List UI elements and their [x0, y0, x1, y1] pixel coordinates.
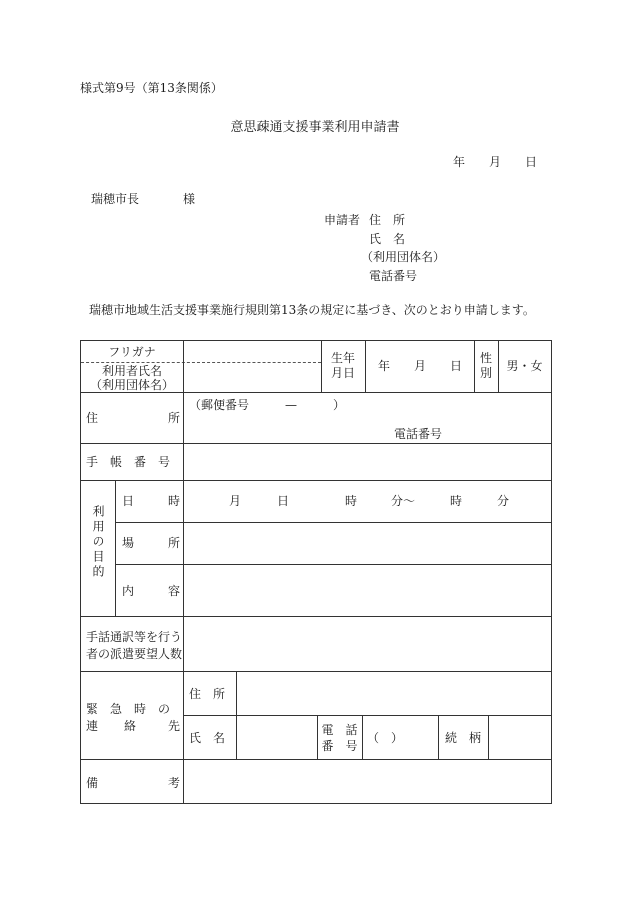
- date-year-label: 年: [453, 155, 466, 169]
- user-name-label: [81, 365, 183, 393]
- applicant-address-label: 住 所: [369, 213, 406, 227]
- remarks-label-b: 考: [168, 776, 181, 790]
- dispatch-count-line1: 手話通訳等を行う: [86, 630, 183, 644]
- application-form-table: [80, 340, 552, 804]
- datetime-label-b: 時: [168, 494, 181, 508]
- emergency-phone-line1: 電 話: [321, 723, 358, 737]
- emergency-label-line1: 緊 急 時 の: [86, 702, 171, 716]
- user-name-input[interactable]: [183, 364, 321, 391]
- content-input[interactable]: [184, 565, 551, 615]
- col-line: [115, 480, 116, 616]
- birth-day-label: 日: [450, 359, 463, 373]
- birth-month-label: 月: [414, 359, 427, 373]
- dispatch-count-line2: 者の派遣要望人数: [86, 647, 183, 661]
- applicant-label: 申請者: [324, 213, 361, 227]
- emergency-address-input[interactable]: [237, 672, 551, 714]
- lead-text: 瑞穂市地域生活支援事業施行規則第13条の規定に基づき、次のとおり申請します。: [89, 303, 535, 317]
- row-line: [81, 480, 551, 481]
- place-input[interactable]: [184, 523, 551, 563]
- sex-options[interactable]: 男・女: [506, 359, 543, 373]
- applicant-name-label: 氏 名: [369, 231, 406, 246]
- document-title: 意思疎通支援事業利用申請書: [230, 120, 400, 135]
- emergency-l2-b: 絡: [124, 719, 137, 733]
- applicant-block: [324, 211, 445, 285]
- emergency-phone-input[interactable]: （ ）: [367, 731, 404, 745]
- form-number: 様式第9号（第13条関係）: [80, 81, 223, 95]
- applicant-phone-label: 電話番号: [369, 268, 418, 283]
- addressee-suffix: 様: [183, 192, 196, 206]
- emergency-l2-a: 連: [86, 719, 99, 733]
- birth-year-label: 年: [378, 359, 391, 373]
- remarks-label-a: 備: [86, 776, 99, 790]
- emergency-phone-line2: 番 号: [321, 739, 358, 753]
- col-line: [365, 341, 366, 392]
- postal-code-field[interactable]: （郵便番号 — ）: [189, 398, 346, 412]
- applicant-org-label: （利用団体名）: [361, 250, 446, 264]
- handbook-number-label: 手 帳 番 号: [86, 455, 171, 469]
- dispatch-count-input[interactable]: [184, 617, 551, 670]
- emergency-l2-c: 先: [168, 719, 181, 733]
- address-label-b: 所: [168, 411, 181, 425]
- col-line: [362, 715, 363, 759]
- content-label-b: 容: [168, 584, 181, 598]
- application-date: [453, 156, 537, 168]
- phone-number-label: 電話番号: [394, 427, 443, 441]
- dt-minute2-label: 分: [497, 494, 510, 508]
- emergency-address-label: 住 所: [189, 687, 226, 701]
- dt-minute1-label: 分～: [391, 494, 416, 508]
- content-label-a: 内: [122, 584, 135, 598]
- date-month-label: 月: [489, 155, 502, 169]
- dt-hour1-label: 時: [345, 494, 358, 508]
- purpose-label: 利用の目的: [91, 505, 105, 580]
- furigana-divider: [81, 362, 321, 363]
- furigana-label: フリガナ: [108, 345, 156, 359]
- datetime-label-a: 日: [122, 494, 135, 508]
- emergency-phone-label: [317, 722, 362, 754]
- col-line: [183, 671, 184, 759]
- sex-label-line2: 別: [479, 366, 492, 380]
- emergency-name-label: 氏 名: [189, 731, 226, 745]
- sex-label-line1: 性: [479, 351, 492, 365]
- emergency-relation-input[interactable]: [489, 716, 551, 758]
- emergency-label-line2: [86, 719, 181, 734]
- user-org-text: （利用団体名）: [89, 377, 174, 392]
- place-label-b: 所: [168, 536, 181, 550]
- addressee-name: 瑞穂市長: [91, 192, 140, 206]
- sex-label: [474, 351, 498, 381]
- dt-month-label: 月: [229, 494, 242, 508]
- address-label-a: 住: [86, 411, 99, 425]
- addressee: [91, 193, 195, 205]
- birthdate-label-line2: 月日: [330, 366, 355, 380]
- place-label-a: 場: [122, 536, 135, 550]
- dt-day-label: 日: [277, 494, 290, 508]
- furigana-input[interactable]: [183, 342, 321, 361]
- emergency-name-input[interactable]: [237, 716, 317, 758]
- birthdate-label: [321, 351, 365, 381]
- remarks-input[interactable]: [184, 760, 551, 803]
- handbook-number-input[interactable]: [184, 444, 551, 479]
- emergency-relation-label: 続 柄: [444, 731, 481, 745]
- user-name-text: 利用者氏名: [101, 364, 162, 378]
- dispatch-count-label: [86, 629, 182, 663]
- date-day-label: 日: [525, 155, 538, 169]
- dt-hour2-label: 時: [450, 494, 463, 508]
- birthdate-label-line1: 生年: [330, 351, 355, 365]
